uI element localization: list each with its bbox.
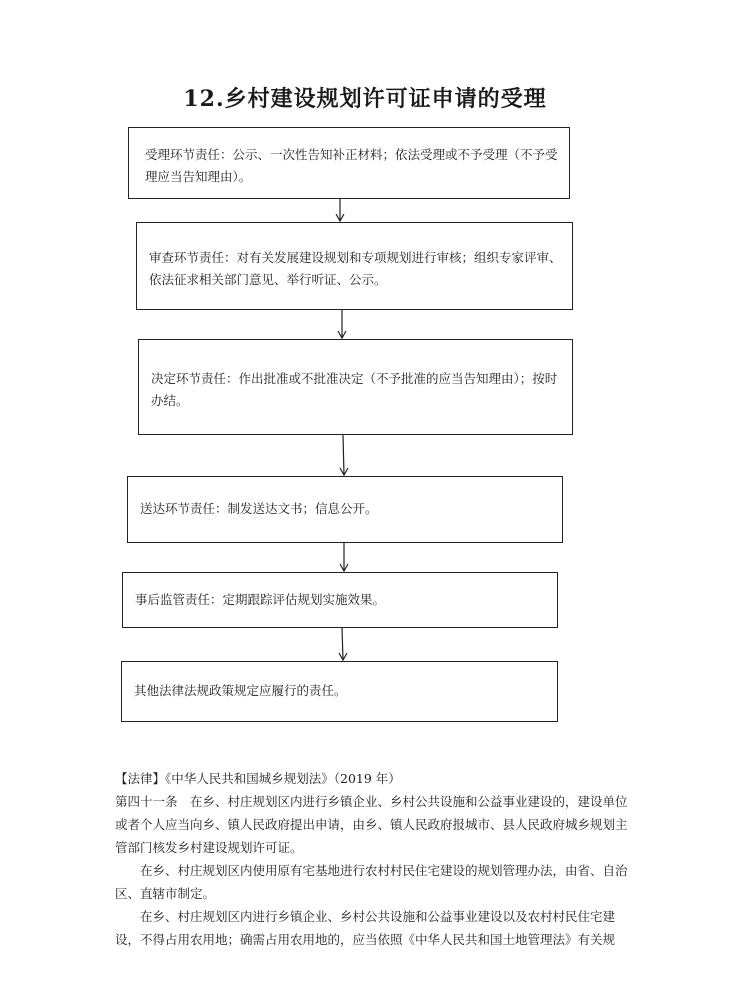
flow-step-text: 审查环节责任：对有关发展建设规划和专项规划进行审核；组织专家评审、依法征求相关部门意见、举行听证、公示。: [149, 250, 562, 287]
law-article: 第四十一条 在乡、村庄规划区内进行乡镇企业、乡村公共设施和公益事业建设的，建设单位或者个人应当向乡、镇人民政府提出申请，由乡、镇人民政府报城市、县人民政府城乡规划主管部门核发乡村建设规划许可证。: [115, 794, 628, 855]
law-section: [115, 767, 635, 951]
arrow-3: [343, 435, 344, 475]
law-heading: 【法律】《中华人民共和国城乡规划法》（2019 年）: [115, 771, 401, 786]
flow-step-text: 决定环节责任：作出批准或不批准决定（不予批准的应当告知理由）；按时办结。: [151, 371, 558, 408]
flow-step-text: 受理环节责任：公示、一次性告知补正材料；依法受理或不予受理（不予受理应当告知理由）。: [145, 147, 558, 184]
flow-step-text: 其他法律法规政策规定应履行的责任。: [134, 683, 347, 698]
page-title: 12.乡村建设规划许可证申请的受理: [183, 86, 547, 112]
law-paragraph: 在乡、村庄规划区内进行乡镇企业、乡村公共设施和公益事业建设以及农村村民住宅建设，不得占用农用地；确需占用农用地的，应当依照《中华人民共和国土地管理法》有关规: [115, 909, 616, 947]
law-paragraph: 在乡、村庄规划区内使用原有宅基地进行农村村民住宅建设的规划管理办法，由省、自治区、直辖市制定。: [115, 863, 628, 901]
arrow-5: [342, 628, 343, 660]
flow-step-text: 事后监管责任：定期跟踪评估规划实施效果。: [135, 592, 386, 607]
flow-step-text: 送达环节责任：制发送达文书；信息公开。: [140, 501, 378, 516]
